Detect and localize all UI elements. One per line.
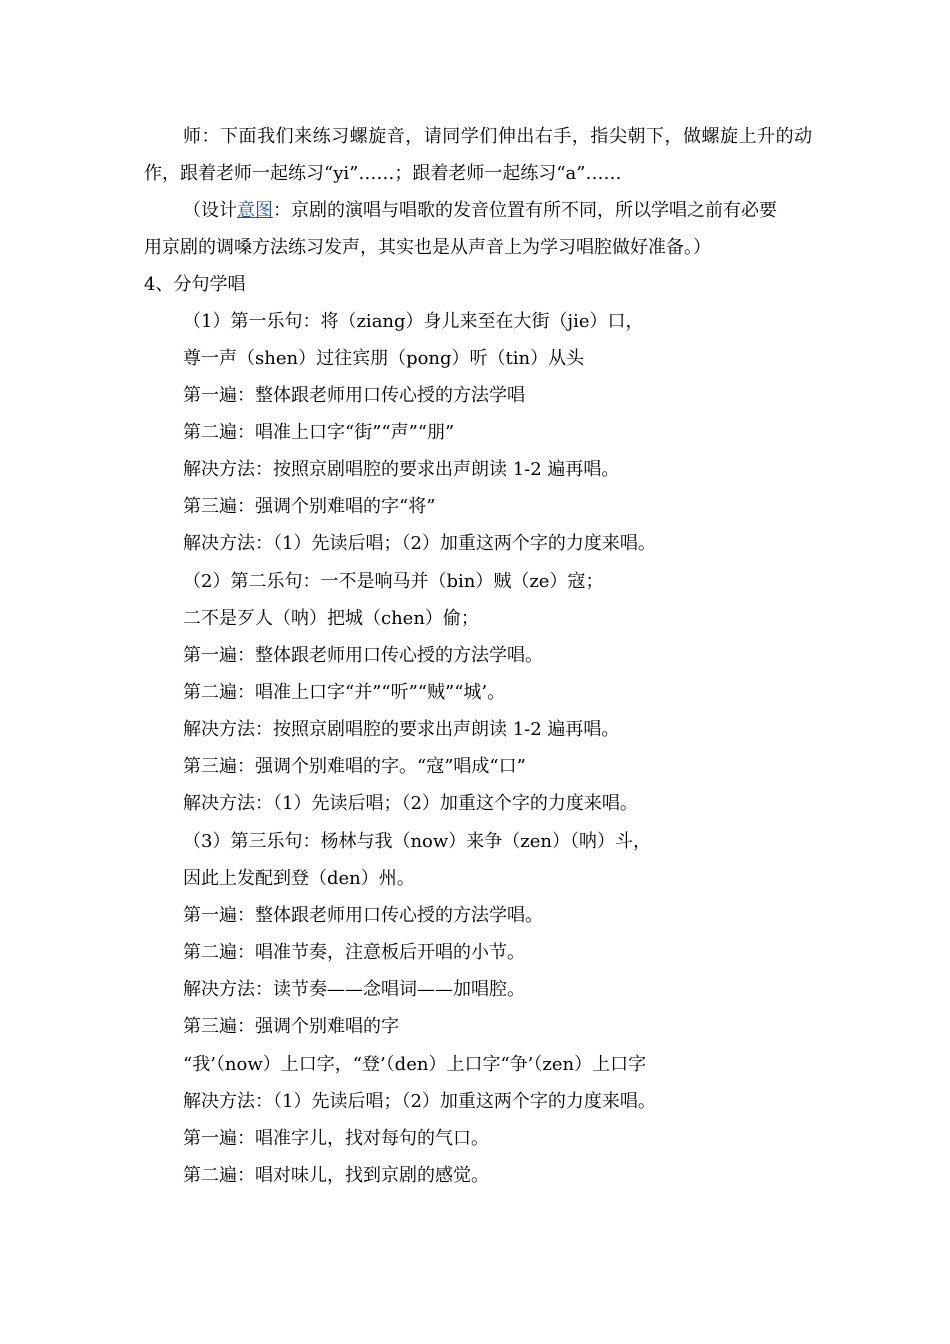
summary-step: 第一遍：唱准字儿，找对每句的气口。 xyxy=(183,1128,489,1149)
design-note-line xyxy=(183,199,777,223)
design-note-text: ：京剧的演唱与唱歌的发音位置有所不同，所以学唱之前有必要 xyxy=(273,200,777,221)
practice-step: 第一遍：整体跟老师用口传心授的方法学唱 xyxy=(183,385,525,406)
phrase-lyric-line: （1）第一乐句：将（ziang）身儿来至在大街（jie）口， xyxy=(183,311,644,332)
design-note-line: 用京剧的调嗓方法练习发声，其实也是从声音上为学习唱腔做好准备。） xyxy=(144,237,711,258)
solution-line: 解决方法：按照京剧唱腔的要求出声朗读 1-2 遍再唱。 xyxy=(183,459,620,480)
practice-step: 第三遍：强调个别难唱的字。“寇”唱成“口” xyxy=(183,756,526,777)
phrase-lyric-line: 尊一声（shen）过往宾朋（pong）听（tin）从头 xyxy=(183,348,585,369)
practice-step: 第二遍：唱准上口字“并”“听”“贼”“城’。 xyxy=(183,682,506,703)
phrase-lyric-line: 二不是歹人（呐）把城（chen）偷； xyxy=(183,608,479,629)
practice-step: 第二遍：唱准上口字“街”“声”“朋” xyxy=(183,422,455,443)
design-note-prefix: （设计 xyxy=(183,200,237,221)
solution-line: 解决方法：（1）先读后唱；（2）加重这两个字的力度来唱。 xyxy=(183,1091,656,1112)
section-heading: 4、分句学唱 xyxy=(144,274,246,295)
solution-line: 解决方法：（1）先读后唱；（2）加重这个字的力度来唱。 xyxy=(183,793,638,814)
solution-line: 解决方法：按照京剧唱腔的要求出声朗读 1-2 遍再唱。 xyxy=(183,719,620,740)
solution-line: 解决方法：（1）先读后唱；（2）加重这两个字的力度来唱。 xyxy=(183,533,656,554)
design-intent-link[interactable]: 意图 xyxy=(237,200,273,221)
phrase-lyric-line: （3）第三乐句：杨林与我（now）来争（zen）（呐）斗， xyxy=(183,831,652,852)
paragraph-line: 作，跟着老师一起练习“yi”……；跟着老师一起练习“a”…… xyxy=(144,163,622,184)
solution-line: 解决方法：读节奏——念唱词——加唱腔。 xyxy=(183,979,525,1000)
detail-line: “我’（now）上口字，“登’（den）上口字“争’（zen）上口字 xyxy=(183,1054,647,1075)
paragraph-line: 师：下面我们来练习螺旋音，请同学们伸出右手，指尖朝下，做螺旋上升的动 xyxy=(183,126,813,147)
summary-step: 第二遍：唱对味儿，找到京剧的感觉。 xyxy=(183,1165,489,1186)
practice-step: 第一遍：整体跟老师用口传心授的方法学唱。 xyxy=(183,905,543,926)
practice-step: 第三遍：强调个别难唱的字 xyxy=(183,1016,399,1037)
phrase-lyric-line: （2）第二乐句：一不是响马并（bin）贼（ze）寇； xyxy=(183,571,604,592)
phrase-lyric-line: 因此上发配到登（den）州。 xyxy=(183,868,415,889)
practice-step: 第一遍：整体跟老师用口传心授的方法学唱。 xyxy=(183,645,543,666)
practice-step: 第二遍：唱准节奏，注意板后开唱的小节。 xyxy=(183,942,525,963)
practice-step: 第三遍：强调个别难唱的字“将” xyxy=(183,496,436,517)
